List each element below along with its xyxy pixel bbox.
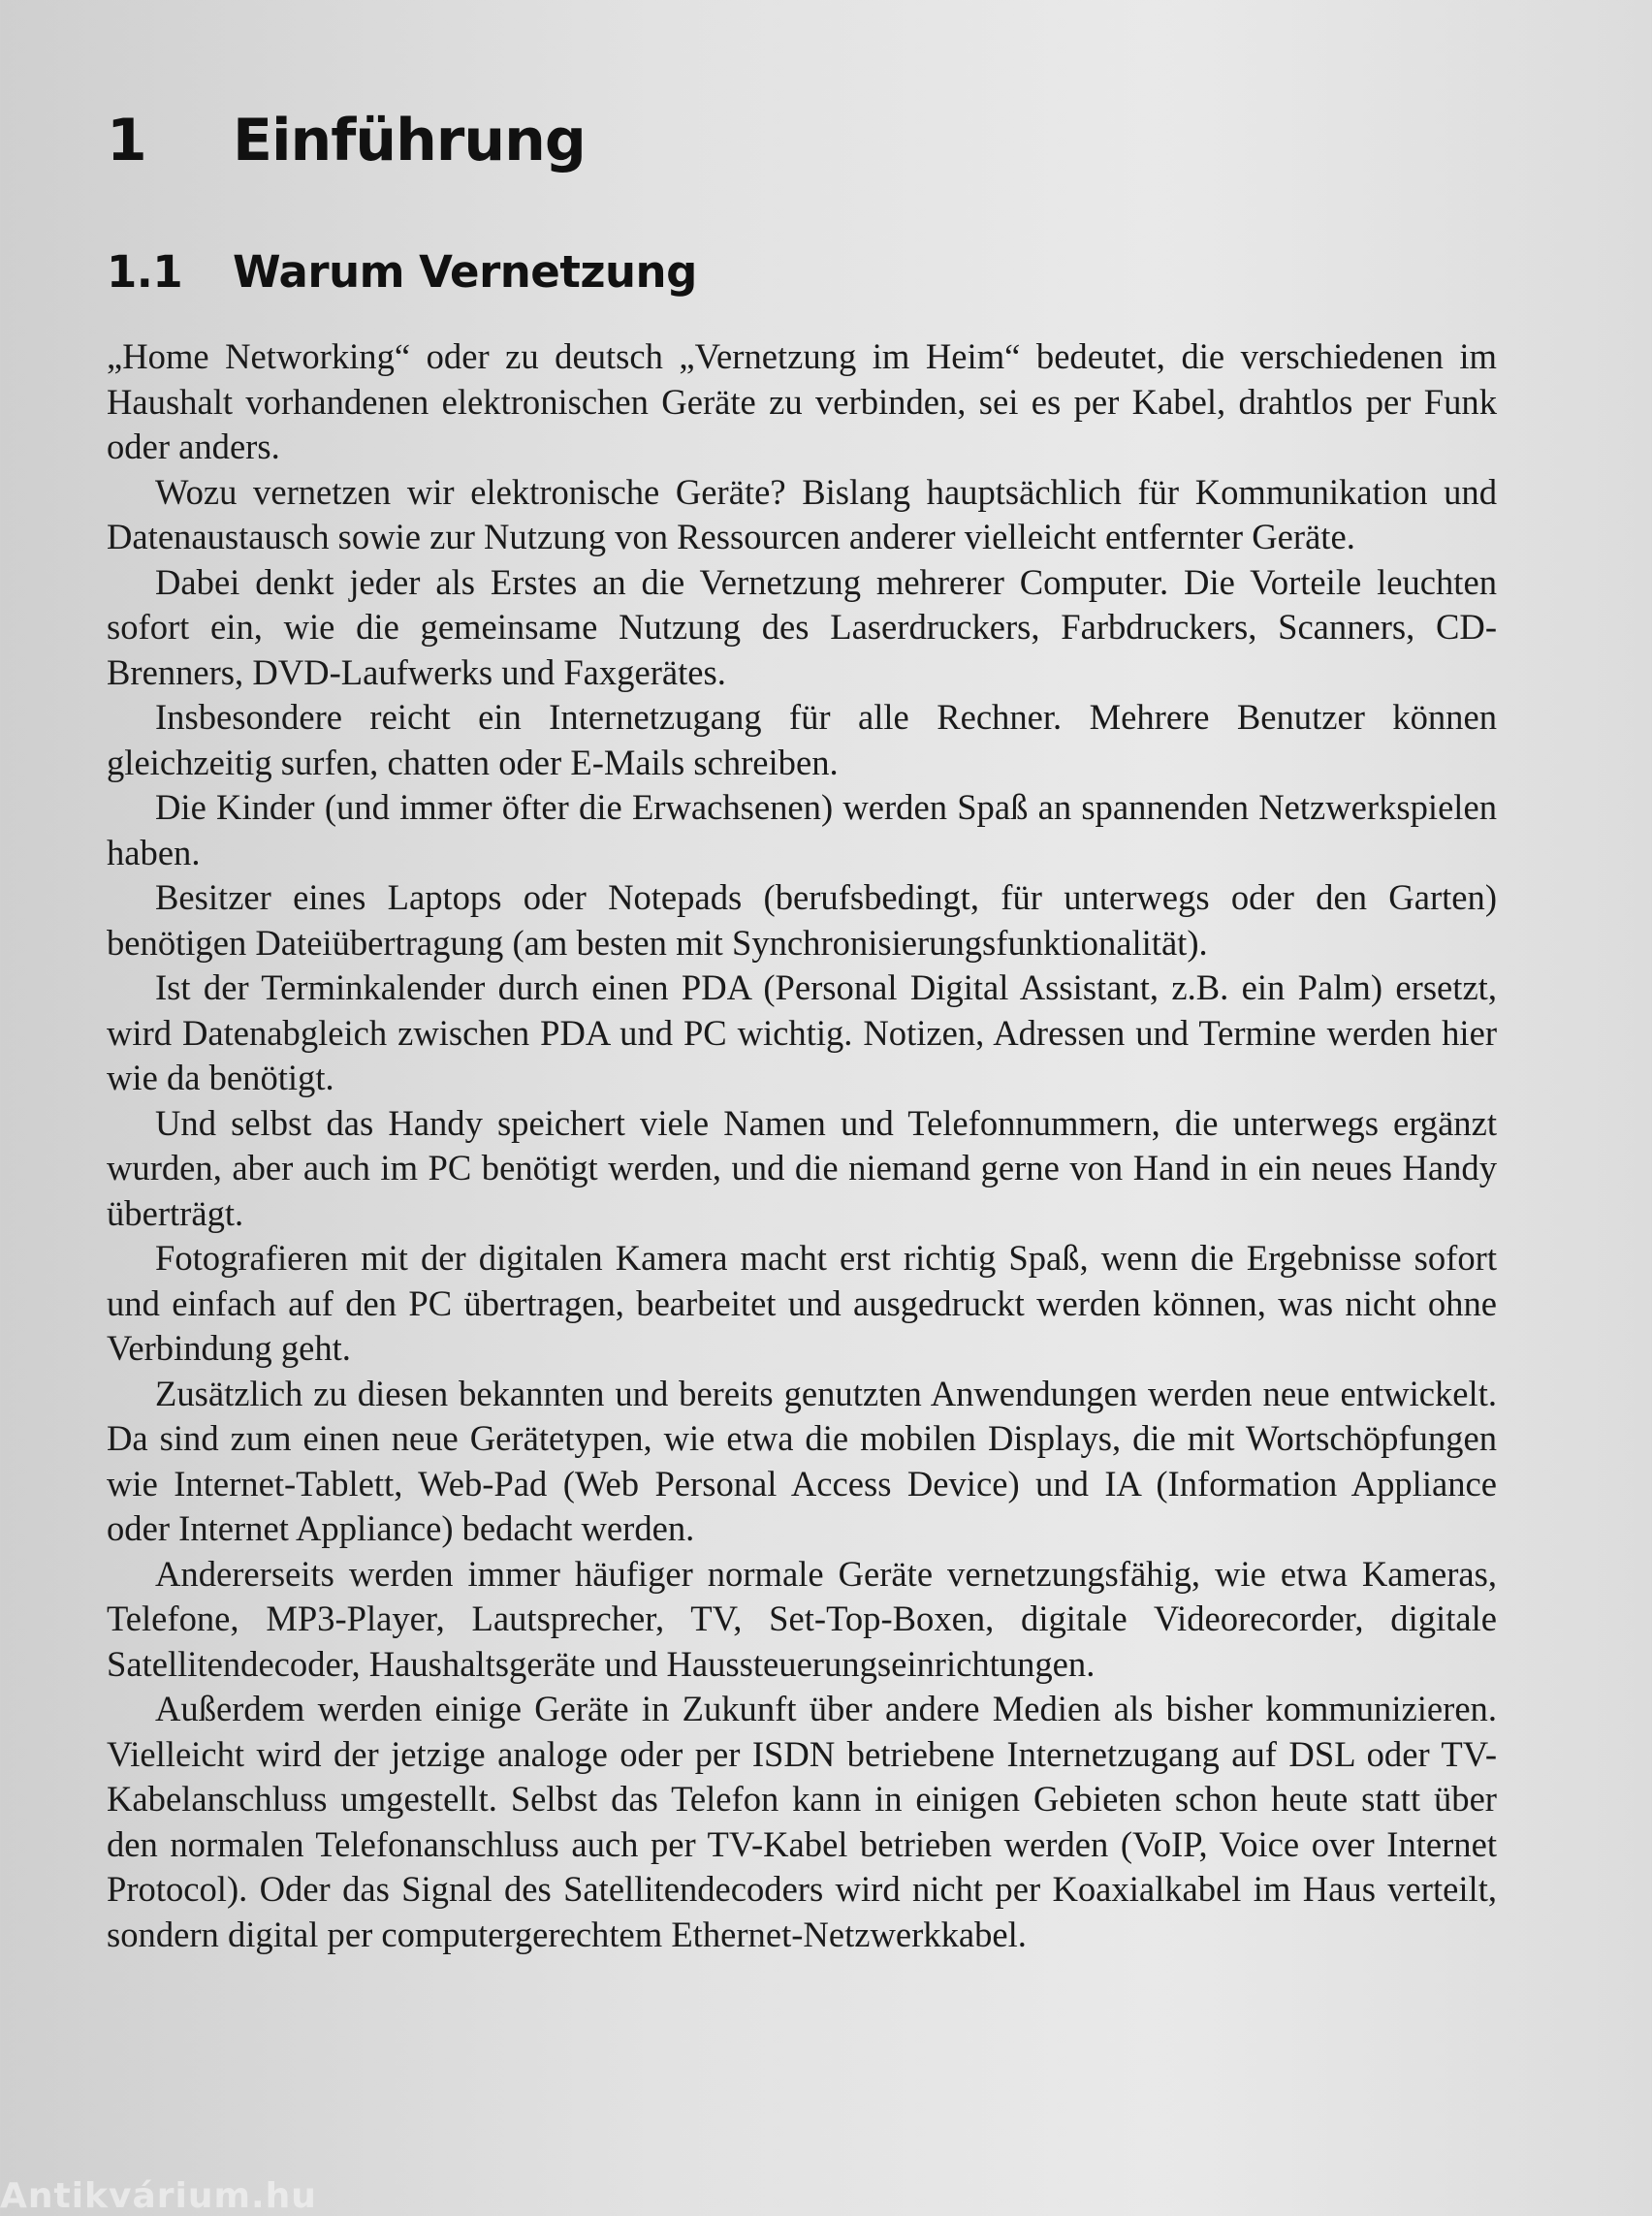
- chapter-title: Einführung: [233, 107, 586, 174]
- body-text: [107, 334, 1497, 1957]
- section-heading: [107, 246, 1497, 298]
- paragraph-6: Besitzer eines Laptops oder Notepads (berufsbedingt, für unterwegs oder den Garten) benötigen Dateiübertragung (am besten mit Synchronisierungsfunktionalität).: [107, 877, 1497, 963]
- paragraph-2: Wozu vernetzen wir elektronische Geräte? Bislang hauptsächlich für Kommunikation und Datenaustausch sowie zur Nutzung von Ressourcen anderer vielleicht entfernter Geräte.: [107, 471, 1497, 556]
- paragraph-3: Dabei denkt jeder als Erstes an die Vernetzung mehrerer Computer. Die Vorteile leuchten sofort ein, wie die gemeinsame Nutzung des Laserdruckers, Farbdruckers, Scanners, CD-Brenners, DVD-Laufwerks und Faxgerätes.: [107, 561, 1497, 692]
- chapter-heading: [107, 107, 1497, 174]
- chapter-number: 1: [107, 107, 146, 174]
- paragraph-4: Insbesondere reicht ein Internetzugang für alle Rechner. Mehrere Benutzer können gleichzeitig surfen, chatten oder E-Mails schreiben.: [107, 697, 1497, 782]
- paragraph-11: Andererseits werden immer häufiger normale Geräte vernetzungsfähig, wie etwa Kameras, Telefone, MP3-Player, Lautsprecher, TV, Set-Top-Boxen, digitale Videorecorder, digitale Satellitendecoder, Haushaltsgeräte und Haussteuerungseinrichtungen.: [107, 1553, 1497, 1684]
- paragraph-10: Zusätzlich zu diesen bekannten und bereits genutzten Anwendungen werden neue entwickelt. Da sind zum einen neue Gerätetypen, wie etwa die mobilen Displays, die mit Wortschöpfungen wie Internet-Tablett, Web-Pad (Web Personal Access Device) und IA (Information Appliance oder Internet Appliance) bedacht werden.: [107, 1373, 1497, 1548]
- paragraph-7: Ist der Terminkalender durch einen PDA (Personal Digital Assistant, z.B. ein Palm) ersetzt, wird Datenabgleich zwischen PDA und PC wichtig. Notizen, Adressen und Termine werden hier wie da benötigt.: [107, 967, 1497, 1097]
- paragraph-12: Außerdem werden einige Geräte in Zukunft über andere Medien als bisher kommunizieren. Vielleicht wird der jetzige analoge oder per ISDN betriebene Internetzugang auf DSL oder TV-Kabelanschluss umgestellt. Selbst das Telefon kann in einigen Gebieten schon heute statt über den normalen Telefonanschluss auch per TV-Kabel betrieben werden (VoIP, Voice over Internet Protocol). Oder das Signal des Satellitendecoders wird nicht per Koaxialkabel im Haus verteilt, sondern digital per computergerechtem Ethernet-Netzwerkkabel.: [107, 1689, 1497, 1954]
- paragraph-5: Die Kinder (und immer öfter die Erwachsenen) werden Spaß an spannenden Netzwerkspielen haben.: [107, 787, 1497, 872]
- paragraph-9: Fotografieren mit der digitalen Kamera macht erst richtig Spaß, wenn die Ergebnisse sofort und einfach auf den PC übertragen, bearbeitet und ausgedruckt werden können, was nicht ohne Verbindung geht.: [107, 1238, 1497, 1368]
- watermark-text: Antikvárium.hu: [0, 2176, 317, 2216]
- paragraph-1: „Home Networking“ oder zu deutsch „Vernetzung im Heim“ bedeutet, die verschiedenen im Haushalt vorhandenen elektronischen Geräte zu verbinden, sei es per Kabel, drahtlos per Funk oder anders.: [107, 336, 1497, 466]
- section-title: Warum Vernetzung: [233, 246, 697, 298]
- section-number: 1.1: [107, 246, 183, 298]
- paragraph-8: Und selbst das Handy speichert viele Namen und Telefonnummern, die unterwegs ergänzt wurden, aber auch im PC benötigt werden, und die niemand gerne von Hand in ein neues Handy überträgt.: [107, 1102, 1497, 1233]
